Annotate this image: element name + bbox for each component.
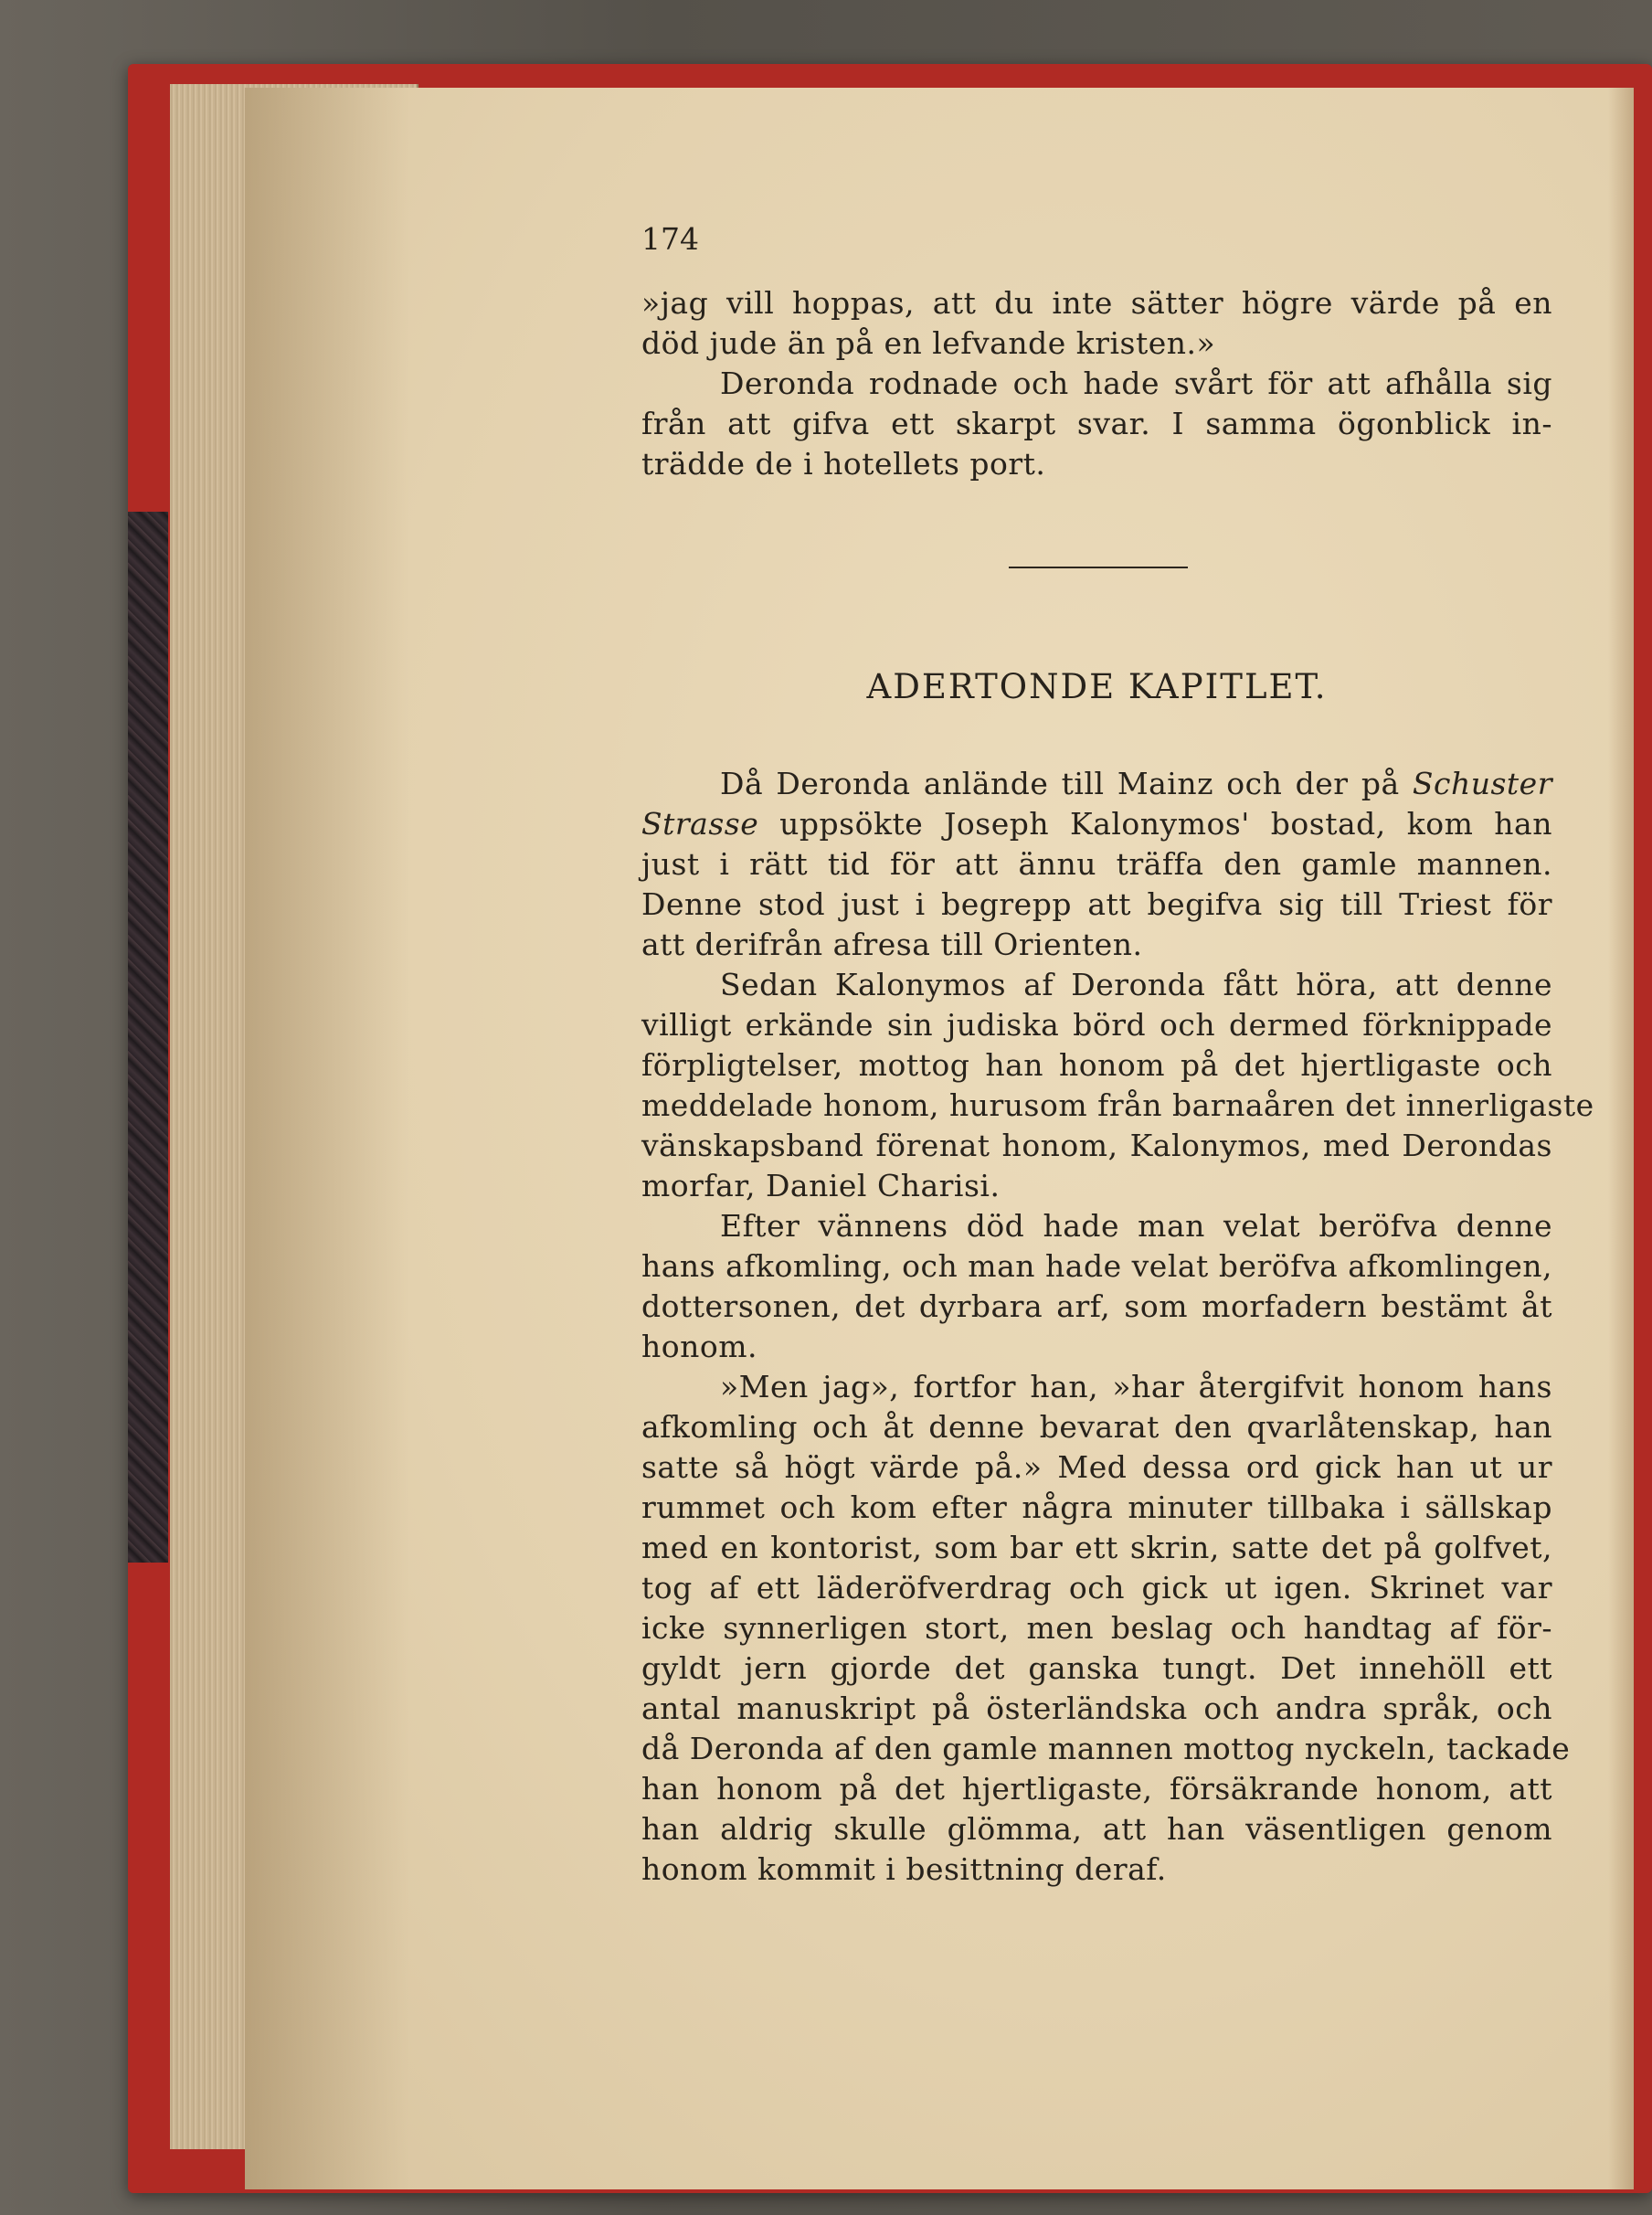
street-name-italic: Strasse	[641, 806, 759, 842]
marbled-spine-band	[128, 512, 168, 1563]
text-line: meddelade honom, hurusom från barnaåren det innerligaste	[641, 1087, 1594, 1123]
text-line: från att gifva ett skarpt svar. I samma ögonblick in-	[641, 406, 1552, 441]
text-line: död jude än på en lefvande kristen.»	[641, 325, 1216, 361]
text-line: villigt erkände sin judiska börd och dermed förknippade	[641, 1007, 1552, 1043]
text-line: morfar, Daniel Charisi.	[641, 1168, 1001, 1203]
text-line: »Men jag», fortfor han, »har återgifvit honom hans	[720, 1369, 1552, 1404]
text-line: Efter vännens död hade man velat beröfva denne	[720, 1208, 1552, 1244]
page-gutter-shadow	[245, 88, 409, 2189]
text-line: trädde de i hotellets port.	[641, 446, 1046, 482]
text-line: honom kommit i besittning deraf.	[641, 1851, 1167, 1887]
text-line: att derifrån afresa till Orienten.	[641, 927, 1143, 962]
text-line: satte så högt värde på.» Med dessa ord gick han ut ur	[641, 1449, 1552, 1485]
text-line: Deronda rodnade och hade svårt för att afhålla sig	[720, 366, 1552, 401]
page-right-edge	[1608, 88, 1634, 2189]
text-line: förpligtelser, mottog han honom på det hjertligaste och	[641, 1047, 1552, 1083]
text-line: honom.	[641, 1329, 758, 1364]
text-line: gyldt jern gjorde det ganska tungt. Det innehöll ett	[641, 1650, 1552, 1686]
text-line: han aldrig skulle glömma, att han väsentligen genom	[641, 1811, 1552, 1847]
chapter-title: ADERTONDE KAPITLET.	[866, 667, 1328, 706]
section-rule	[1009, 567, 1188, 568]
text-line: då Deronda af den gamle mannen mottog nyckeln, tackade	[641, 1731, 1571, 1766]
text-line: just i rätt tid för att ännu träffa den gamle mannen.	[641, 846, 1552, 882]
page-number: 174	[641, 221, 699, 257]
text-line: dottersonen, det dyrbara arf, som morfadern bestämt åt	[641, 1288, 1552, 1324]
text-line: icke synnerligen stort, men beslag och handtag af för-	[641, 1610, 1552, 1646]
text-line	[641, 764, 1552, 804]
text-line	[641, 804, 1552, 844]
text-span: uppsökte Joseph Kalonymos' bostad, kom han	[758, 806, 1552, 842]
text-line: »jag vill hoppas, att du inte sätter högre värde på en	[641, 285, 1552, 321]
text-line: antal manuskript på österländska och andra språk, och	[641, 1690, 1552, 1726]
text-line: Denne stod just i begrepp att begifva sig till Triest för	[641, 886, 1552, 922]
text-line: han honom på det hjertligaste, försäkrande honom, att	[641, 1771, 1552, 1807]
text-line: hans afkomling, och man hade velat beröfva afkomlingen,	[641, 1248, 1552, 1284]
street-name-italic: Schuster	[1412, 766, 1552, 801]
text-line: tog af ett läderöfverdrag och gick ut igen. Skrinet var	[641, 1570, 1552, 1606]
text-line: Sedan Kalonymos af Deronda fått höra, att denne	[720, 967, 1552, 1002]
text-line: vänskapsband förenat honom, Kalonymos, med Derondas	[641, 1128, 1552, 1163]
text-line: med en kontorist, som bar ett skrin, satte det på golfvet,	[641, 1530, 1552, 1565]
text-line: rummet och kom efter några minuter tillbaka i sällskap	[641, 1489, 1552, 1525]
text-line: afkomling och åt denne bevarat den qvarlåtenskap, han	[641, 1409, 1552, 1445]
text-span: Då Deronda anlände till Mainz och der på	[720, 766, 1413, 801]
